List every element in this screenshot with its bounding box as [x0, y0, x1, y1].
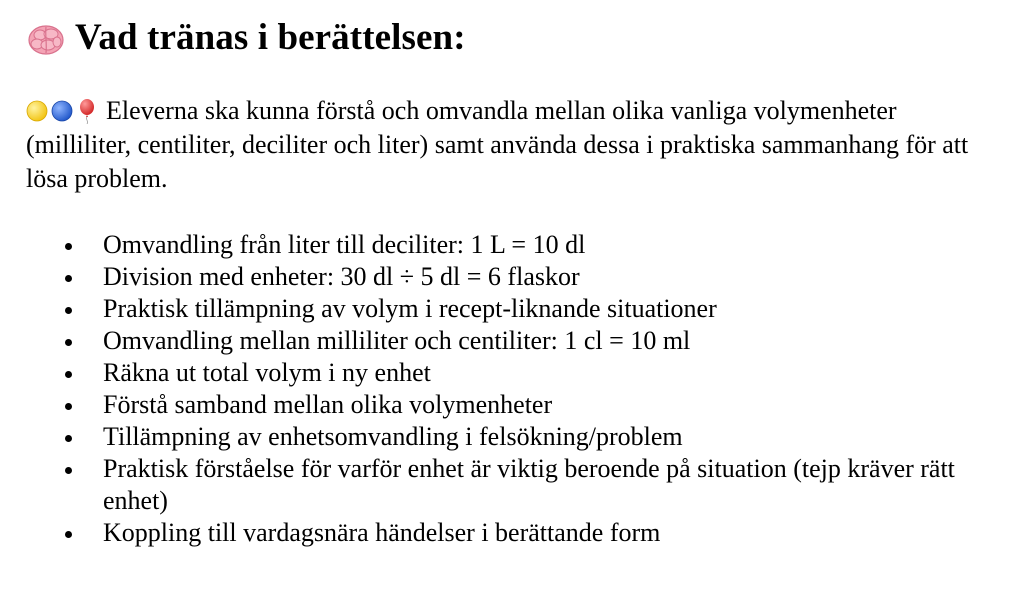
intro-text: Eleverna ska kunna förstå och omvandla mellan olika vanliga volymenheter (milliliter, centiliter, deciliter och liter) samt använda dessa i praktiska sammanhang för att lösa problem. — [26, 96, 969, 193]
list-item-text: Koppling till vardagsnära händelser i berättande form — [103, 518, 661, 547]
yellow-circle-icon — [26, 98, 48, 124]
blue-circle-icon — [51, 98, 73, 124]
intro-paragraph — [26, 94, 1001, 196]
list-item-text: Praktisk förståelse för varför enhet är viktig beroende på situation (tejp kräver rätt enhet) — [103, 454, 955, 515]
skills-list — [26, 229, 1001, 549]
list-item-text: Praktisk tillämpning av volym i recept-liknande situationer — [103, 294, 717, 323]
list-item-text: Division med enheter: 30 dl ÷ 5 dl = 6 flaskor — [103, 262, 580, 291]
bullet-icon — [65, 339, 72, 346]
list-item — [26, 517, 1001, 549]
list-item-text: Omvandling från liter till deciliter: 1 L = 10 dl — [103, 230, 586, 259]
section-heading — [26, 16, 466, 59]
list-item — [26, 357, 1001, 389]
bullet-icon — [65, 371, 72, 378]
list-item-text: Tillämpning av enhetsomvandling i felsökning/problem — [103, 422, 683, 451]
list-item — [26, 229, 1001, 261]
bullet-icon — [65, 531, 72, 538]
list-item — [26, 325, 1001, 357]
bullet-icon — [65, 307, 72, 314]
page-title: Vad tränas i berättelsen: — [75, 17, 466, 58]
bullet-icon — [65, 467, 72, 474]
brain-icon — [26, 19, 66, 59]
list-item-text: Förstå samband mellan olika volymenheter — [103, 390, 553, 419]
bullet-icon — [65, 435, 72, 442]
red-balloon-icon — [76, 98, 98, 124]
list-item — [26, 389, 1001, 421]
list-item — [26, 293, 1001, 325]
bullet-icon — [65, 243, 72, 250]
list-item-text: Omvandling mellan milliliter och centiliter: 1 cl = 10 ml — [103, 326, 691, 355]
list-item — [26, 421, 1001, 453]
list-item-text: Räkna ut total volym i ny enhet — [103, 358, 431, 387]
list-item — [26, 453, 1001, 517]
bullet-icon — [65, 275, 72, 282]
list-item — [26, 261, 1001, 293]
bullet-icon — [65, 403, 72, 410]
